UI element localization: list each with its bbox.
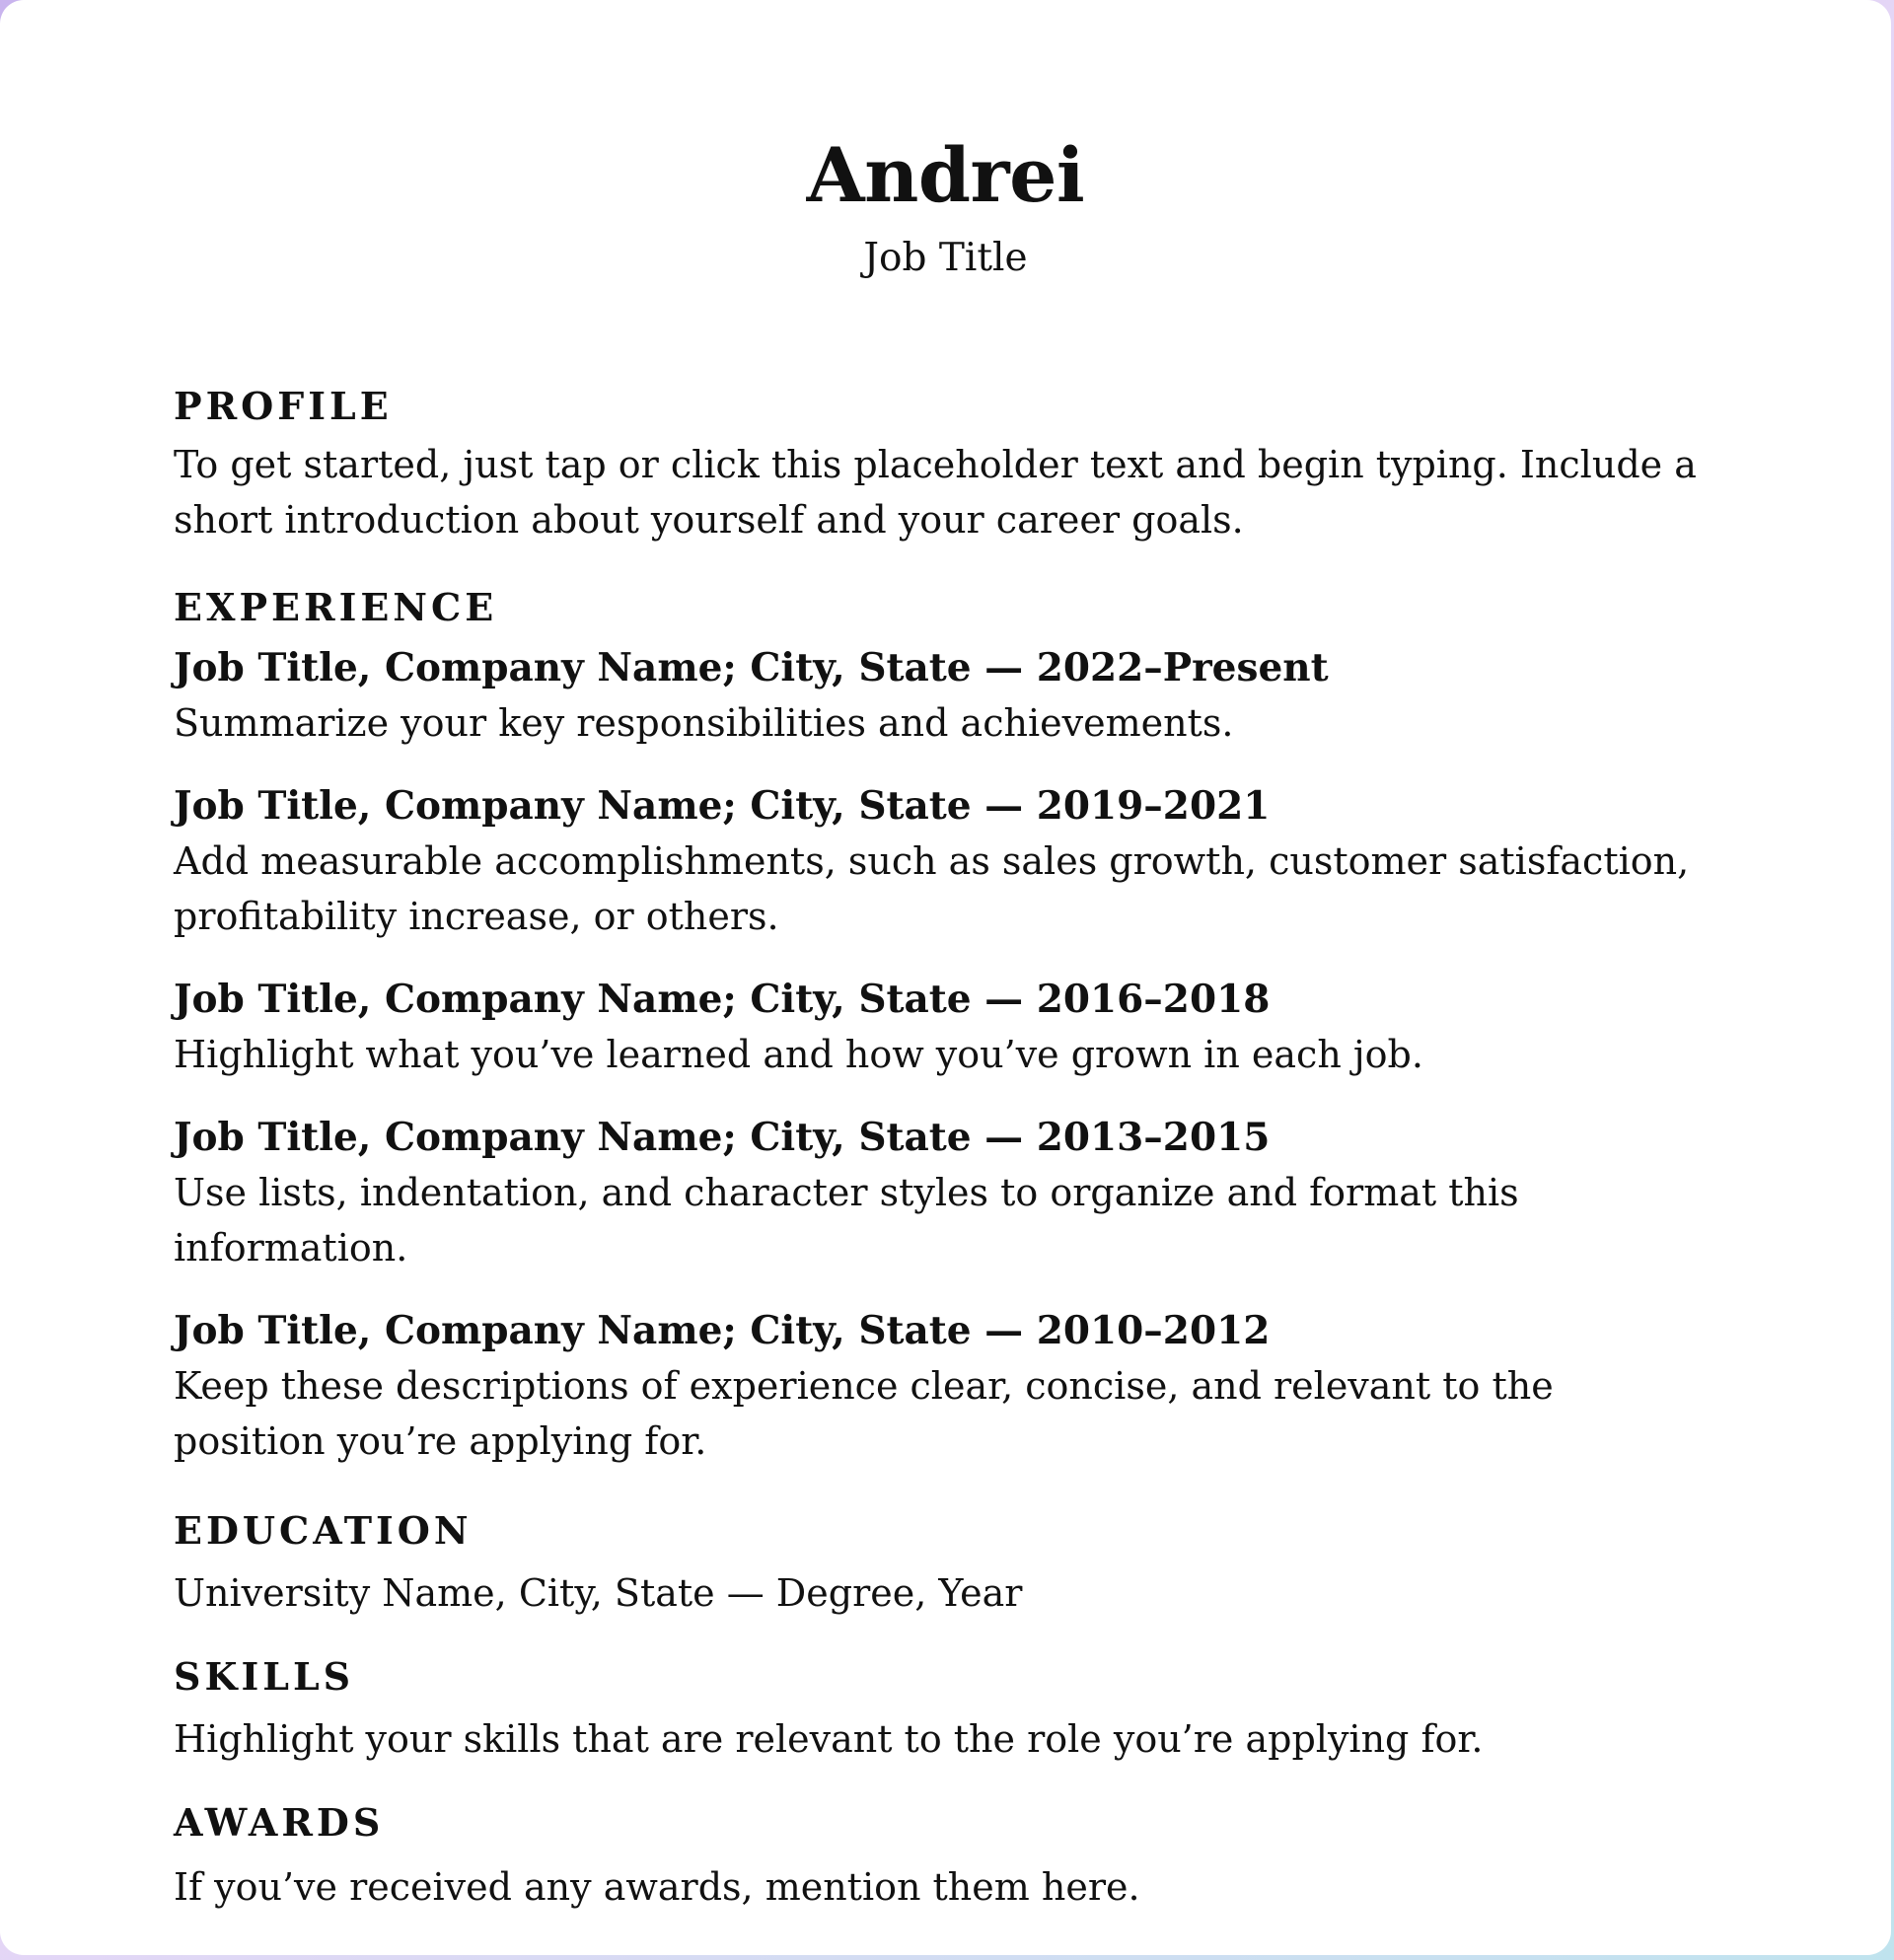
resume-body [174, 380, 1712, 1915]
experience-entry-title[interactable]: Job Title, Company Name; City, State — 2016–2018 [174, 977, 1271, 1022]
awards-heading[interactable]: AWARDS [174, 1800, 385, 1845]
awards-section [174, 1796, 1712, 1915]
experience-entry [174, 972, 1712, 1082]
job-title-subheading[interactable]: Job Title [863, 236, 1028, 280]
skills-section [174, 1650, 1712, 1767]
experience-entry-description[interactable]: Use lists, indentation, and character styles to organize and format this information. [174, 1171, 1519, 1270]
experience-entry [174, 640, 1712, 751]
experience-entry-title[interactable]: Job Title, Company Name; City, State — 2022–Present [174, 645, 1329, 690]
experience-entry-title[interactable]: Job Title, Company Name; City, State — 2013–2015 [174, 1115, 1271, 1160]
skills-heading[interactable]: SKILLS [174, 1654, 355, 1699]
education-heading[interactable]: EDUCATION [174, 1508, 473, 1553]
experience-entry-title[interactable]: Job Title, Company Name; City, State — 2019–2021 [174, 783, 1271, 829]
profile-section [174, 380, 1712, 547]
skills-text[interactable]: Highlight your skills that are relevant to the role you’re applying for. [174, 1717, 1484, 1761]
profile-text[interactable]: To get started, just tap or click this placeholder text and begin typing. Include a short introduction about yourself and your career goals. [174, 443, 1697, 542]
experience-entry [174, 778, 1712, 944]
experience-entry-description[interactable]: Add measurable accomplishments, such as sales growth, customer satisfaction, profitability increase, or others. [174, 839, 1690, 938]
resume-header [0, 0, 1891, 282]
education-section [174, 1504, 1712, 1621]
experience-entry [174, 1110, 1712, 1275]
experience-entry-description[interactable]: Summarize your key responsibilities and achievements. [174, 701, 1234, 745]
name-heading[interactable]: Andrei [806, 131, 1085, 219]
experience-section [174, 581, 1712, 1469]
education-text[interactable]: University Name, City, State — Degree, Year [174, 1571, 1023, 1615]
experience-entry [174, 1303, 1712, 1469]
profile-heading[interactable]: PROFILE [174, 384, 393, 428]
experience-entry-description[interactable]: Keep these descriptions of experience clear, concise, and relevant to the position you’re applying for. [174, 1364, 1554, 1463]
experience-heading[interactable]: EXPERIENCE [174, 585, 498, 629]
experience-entry-title[interactable]: Job Title, Company Name; City, State — 2010–2012 [174, 1308, 1271, 1353]
experience-entry-description[interactable]: Highlight what you’ve learned and how you’ve grown in each job. [174, 1033, 1423, 1076]
awards-text[interactable]: If you’ve received any awards, mention them here. [174, 1865, 1140, 1909]
